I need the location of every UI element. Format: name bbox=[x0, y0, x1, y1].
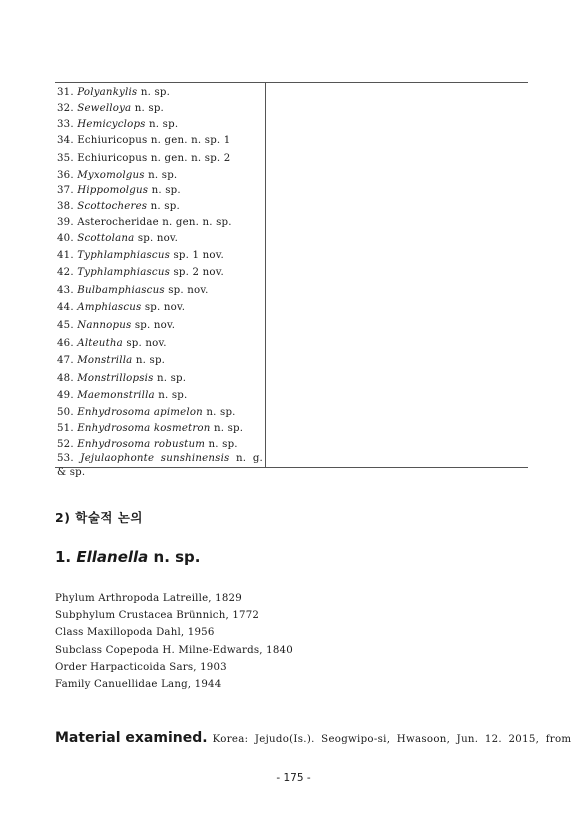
species-name: Enhydrosoma kosmetron bbox=[77, 422, 211, 434]
species-number: 42. bbox=[57, 267, 74, 279]
species-row bbox=[57, 85, 263, 101]
species-row bbox=[57, 264, 263, 282]
subsection-genus: Ellanella bbox=[76, 548, 149, 566]
species-number: 37. bbox=[57, 185, 74, 197]
species-name: Typhlamphiascus bbox=[77, 249, 171, 261]
section-title: 2) 학술적 논의 bbox=[55, 510, 143, 525]
species-name: Scottocheres bbox=[77, 201, 148, 213]
species-designation: sp. nov. bbox=[131, 319, 176, 331]
species-row bbox=[57, 183, 263, 199]
species-number: 39. bbox=[57, 216, 74, 228]
species-designation: sp. nov. bbox=[122, 337, 167, 349]
species-name: Monstrilla bbox=[77, 355, 133, 367]
species-row bbox=[57, 335, 263, 353]
species-row bbox=[57, 352, 263, 370]
taxonomy-subphylum: Subphylum Crustacea Brünnich, 1772 bbox=[55, 610, 260, 622]
material-text: Korea: Jejudo(Is.). Seogwipo-si, Hwasoon, Jun. 12. 2015, from bbox=[212, 734, 572, 745]
material-examined bbox=[55, 727, 572, 746]
species-designation: n. sp. bbox=[132, 355, 166, 367]
species-name: Hemicyclops bbox=[77, 118, 146, 130]
species-designation: n. g. & sp. bbox=[57, 453, 263, 479]
subsection-title bbox=[55, 548, 200, 566]
species-number: 49. bbox=[57, 390, 74, 402]
column-divider bbox=[265, 83, 266, 467]
species-designation: n. sp. bbox=[205, 438, 238, 450]
species-name: Typhlamphiascus bbox=[77, 267, 171, 279]
species-name: Enhydrosoma robustum bbox=[77, 438, 206, 450]
species-table bbox=[55, 82, 528, 479]
species-designation: sp. nov. bbox=[164, 284, 209, 296]
species-designation: n. sp. bbox=[145, 118, 179, 130]
species-row bbox=[57, 215, 263, 231]
species-number: 31. bbox=[57, 87, 74, 98]
species-name: Enhydrosoma apimelon bbox=[77, 406, 203, 418]
species-row bbox=[57, 452, 263, 480]
species-designation: n. sp. bbox=[148, 185, 181, 197]
species-row bbox=[57, 101, 263, 117]
species-row bbox=[57, 199, 263, 215]
species-number: 48. bbox=[57, 372, 74, 384]
species-name: Alteutha bbox=[77, 337, 123, 349]
species-row bbox=[57, 421, 263, 437]
material-label: Material examined. bbox=[55, 730, 208, 746]
species-number: 43. bbox=[57, 284, 74, 296]
species-designation: Echiuricopus n. gen. n. sp. 2 bbox=[77, 152, 231, 164]
species-designation: n. sp. bbox=[202, 406, 236, 418]
taxonomy-family: Family Canuellidae Lang, 1944 bbox=[55, 678, 222, 690]
species-number: 51. bbox=[57, 422, 74, 434]
species-row bbox=[57, 370, 263, 388]
species-designation: n. sp. bbox=[144, 169, 178, 181]
subsection-suffix: n. sp. bbox=[148, 548, 201, 566]
species-list bbox=[57, 85, 263, 480]
species-number: 45. bbox=[57, 319, 74, 331]
species-name: Polyankylis bbox=[77, 87, 138, 98]
species-designation: n. sp. bbox=[153, 372, 187, 384]
species-row bbox=[57, 150, 263, 168]
species-designation: n. sp. bbox=[131, 102, 164, 114]
species-row bbox=[57, 387, 263, 405]
species-number: 35. bbox=[57, 152, 74, 164]
species-row bbox=[57, 299, 263, 317]
species-number: 34. bbox=[57, 135, 74, 147]
species-name: Myxomolgus bbox=[77, 169, 145, 181]
species-designation: n. sp. bbox=[137, 87, 171, 98]
taxonomy-list bbox=[55, 590, 293, 693]
species-number: 41. bbox=[57, 249, 74, 261]
species-name: Bulbamphiascus bbox=[77, 284, 165, 296]
species-number: 36. bbox=[57, 169, 74, 181]
species-row bbox=[57, 247, 263, 265]
species-designation: n. sp. bbox=[147, 201, 180, 213]
species-designation: Asterocheridae n. gen. n. sp. bbox=[77, 216, 232, 228]
species-row bbox=[57, 117, 263, 133]
species-row bbox=[57, 405, 263, 421]
species-number: 40. bbox=[57, 232, 74, 244]
species-row bbox=[57, 231, 263, 247]
species-row bbox=[57, 132, 263, 150]
species-designation: sp. nov. bbox=[134, 232, 179, 244]
species-designation: sp. 2 nov. bbox=[170, 267, 224, 279]
species-number: 44. bbox=[57, 302, 74, 314]
species-number: 46. bbox=[57, 337, 74, 349]
subsection-number: 1. bbox=[55, 548, 72, 566]
species-name: Hippomolgus bbox=[77, 185, 149, 197]
taxonomy-subclass: Subclass Copepoda H. Milne-Edwards, 1840 bbox=[55, 644, 293, 656]
species-name: Sewelloya bbox=[77, 102, 132, 114]
species-name: Monstrillopsis bbox=[77, 372, 154, 384]
species-designation: sp. nov. bbox=[141, 302, 186, 314]
species-number: 38. bbox=[57, 201, 74, 213]
species-designation: n. sp. bbox=[154, 390, 188, 402]
species-number: 33. bbox=[57, 118, 74, 130]
species-designation: n. sp. bbox=[210, 422, 244, 434]
species-row bbox=[57, 437, 263, 453]
species-designation: sp. 1 nov. bbox=[170, 249, 224, 261]
species-name: Scottolana bbox=[77, 232, 135, 244]
species-row bbox=[57, 282, 263, 300]
species-designation: Echiuricopus n. gen. n. sp. 1 bbox=[77, 135, 231, 147]
taxonomy-order: Order Harpacticoida Sars, 1903 bbox=[55, 661, 227, 673]
species-number: 32. bbox=[57, 102, 74, 114]
species-number: 50. bbox=[57, 406, 74, 418]
species-number: 53. bbox=[57, 453, 74, 465]
taxonomy-phylum: Phylum Arthropoda Latreille, 1829 bbox=[55, 593, 242, 604]
species-row bbox=[57, 317, 263, 335]
species-row bbox=[57, 168, 263, 184]
taxonomy-class: Class Maxillopoda Dahl, 1956 bbox=[55, 627, 215, 639]
species-number: 52. bbox=[57, 438, 74, 450]
species-name: Jejulaophonte sunshinensis bbox=[80, 453, 230, 465]
species-name: Maemonstrilla bbox=[77, 390, 155, 402]
species-number: 47. bbox=[57, 355, 74, 367]
species-name: Amphiascus bbox=[77, 302, 142, 314]
page-number: - 175 - bbox=[276, 772, 311, 784]
species-name: Nannopus bbox=[77, 319, 132, 331]
